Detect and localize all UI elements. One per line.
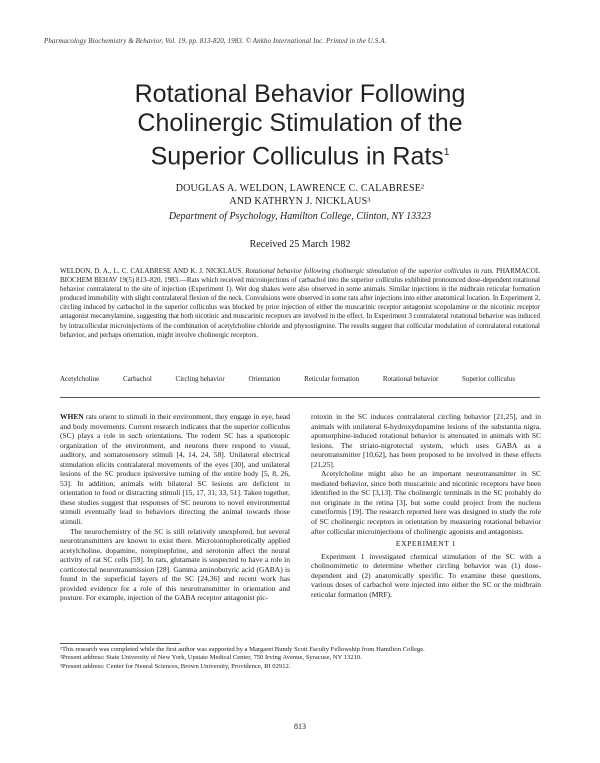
running-head: Pharmacology Biochemistry & Behavior, Vol. 19, pp. 813-820, 1983. © Ankho International Inc. Printed in the U.S.A. [44, 37, 387, 45]
title-footnote-mark: 1 [443, 147, 450, 158]
abstract-citation-authors: WELDON, D. A., L. C. CALABRESE AND K. J. NICKLAUS. [60, 267, 244, 275]
authors-line-1: DOUGLAS A. WELDON, LAWRENCE C. CALABRESE² [175, 183, 425, 194]
keyword: Circling behavior [175, 375, 225, 383]
authors-line-2: AND KATHRYN J. NICKLAUS³ [229, 196, 371, 207]
footnote-3: ³Present address: Center for Neural Sciences, Brown University, Providence, RI 02912. [60, 662, 291, 670]
paragraph: Acetylcholine might also be an important neurotransmitter in SC mediated behavior, since both muscarinic and nicotinic receptors have been identified in the SC [3,13]. The cholinergic terminals in the SC probably do not originate in the retina [3], but some could project from the nucleus cuneiformis [19]. The research reported here was designed to study the role of SC cholinergic receptors in orientation by measuring rotational behavior after collicular microinjections of cholinergic agonists and antagonists. [311, 469, 541, 536]
lead-word: WHEN [60, 412, 84, 421]
paragraph: The neurochemistry of the SC is still relatively unexplored, but several neurotransmitters are known to exist there. Microiontophoretically applied acetylcholine, dopamine, norepinephrine, and serotonin affect the neural activity of rat SC cells [59]. In rats, glutamate is suspected to have a role in corticotectal neurotransmission [28]. Gamma aminobutyric acid (GABA) is found in the superficial layers of the SC [24,36] and recent work has provided evidence for a role of this neurotransmitter in orientation and posture. For example, injection of the GABA receptor antagonist pic- [60, 526, 290, 603]
footnote-1: ¹This research was completed while the first author was supported by a Margaret Bundy Scott Faculty Fellowship from Hamilton College. [60, 646, 425, 653]
title-line-2: Cholinergic Stimulation of the [137, 109, 463, 137]
title-line-3 [60, 138, 540, 171]
keyword: Acetylcholine [60, 375, 100, 383]
paragraph: Experiment 1 investigated chemical stimulation of the SC with a cholinomimetic to determine whether circling behavior was (1) dose-dependent and (2) anatomically specific. To examine these questions, various doses of carbachol were injected into either the SC or the midbrain reticular formation (MRF). [311, 551, 541, 599]
received-date: Received 25 March 1982 [249, 239, 351, 250]
section-heading: EXPERIMENT 1 [395, 539, 457, 549]
abstract [60, 267, 540, 340]
abstract-body: —Rats which received microinjections of carbachol into the superior colliculus exhibited pronounced dose-dependent rotational behavior contralateral to the site of injection (Experiment 1). Wet dog shakes were also observed in some animals. Similar injections in the midbrain reticular formation produced immobility with slight contralateral flexion of the neck. Convulsions were observed in some rats after injections into either anatomical location. In Experiment 2, circling induced by carbachol in the superior colliculus was blocked by prior injection of either the muscarinic receptor antagonist scopolamine or the nicotinic receptor antagonist mecamylamine, suggesting that both nicotinic and muscarinic receptors are involved in the effect. In Experiment 3 contralateral rotational behavior was induced by intracollicular microinjections of the combination of acetylcholine chloride and physostigmine. The results suggest that collicular modulation of contralateral rotational behavior, and perhaps orientation, might involve cholinergic receptors. [60, 276, 541, 339]
body-column-left [60, 412, 290, 603]
body-column-right [311, 412, 541, 599]
keyword: Rotational behavior [382, 375, 439, 383]
title-line-3-text: Superior Colliculus in Rats [150, 142, 444, 171]
article-title [60, 80, 540, 171]
keyword: Superior colliculus [462, 375, 516, 383]
footnote-2: ²Present address: State University of New York, Upstate Medical Center, 750 Irving Avenue, Syracuse, NY 13210. [60, 654, 362, 662]
keyword: Carbachol [123, 375, 152, 383]
author-list [60, 182, 540, 208]
footnote-divider [60, 643, 180, 644]
abstract-citation-title: Rotational behavior following cholinergic stimulation of the superior colliculus in rats. [245, 267, 494, 275]
affiliation: Department of Psychology, Hamilton College, Clinton, NY 13323 [168, 211, 432, 222]
title-line-1: Rotational Behavior Following [134, 80, 466, 108]
page-number: 813 [294, 722, 306, 731]
abstract-citation-journal: PHARMACOL BIOCHEM BEHAV 19(5) 813–820, 1983. [60, 267, 541, 285]
keyword: Orientation [248, 375, 281, 383]
paragraph [60, 412, 290, 527]
keyword: Reticular formation [304, 375, 360, 383]
paragraph-text: rats orient to stimuli in their environment, they engage in eye, head and body movements. Current research indicates that the superior colliculus (SC) plays a role in such orientations. The rodent SC has a spatiotopic organization of the environment, and neurons there respond to visual, auditory, and somatosensory stimuli [4, 14, 24, 58]. Unilateral electrical stimulation elicits contralateral movements of the eyes [30], and unilateral lesions of the SC produce ipsiversive turning of the entire body [5, 8, 26, 53]. In addition, animals with bilateral SC lesions are deficient in orientation to food or distracting stimuli [15, 17, 31, 33, 51]. Taken together, these studies suggest that responses of SC neurons to novel environmental stimuli eventually lead to behaviors directing the animal towards those stimuli. [60, 412, 290, 527]
paragraph: rotoxin in the SC induces contralateral circling behavior [21,25], and in animals with unilateral 6-hydroxydopamine lesions of the substantia nigra, apomorphine-induced rotational behavior is attenuated in animals with SC lesions. The striato-nigrotectal system, which uses GABA as a neurotransmitter [10,62], has been proposed to be involved in these effects [21,25]. [311, 412, 541, 469]
keyword-list [60, 375, 540, 384]
abstract-divider [60, 397, 540, 398]
footnotes [60, 646, 540, 671]
